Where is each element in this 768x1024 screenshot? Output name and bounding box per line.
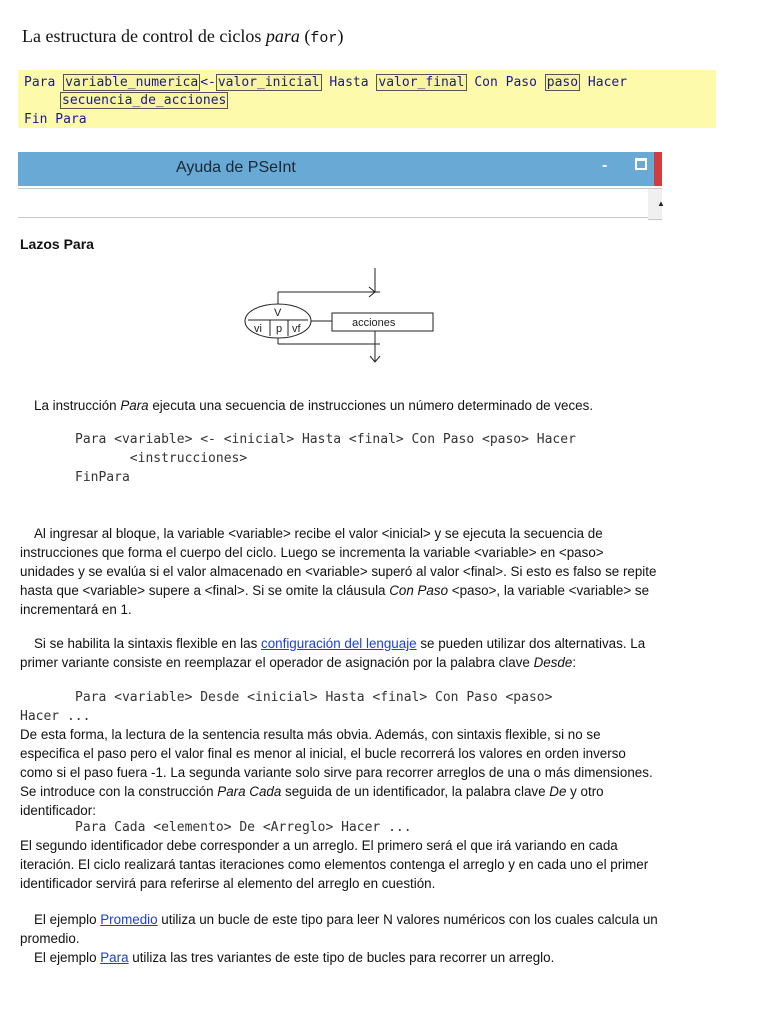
kw-arrow: <- — [200, 75, 216, 90]
paragraph-2 — [20, 634, 660, 672]
window-title: Ayuda de PSeInt — [176, 159, 296, 176]
intro-paragraph — [34, 396, 674, 415]
paragraph-3 — [20, 725, 660, 820]
para2-b: se pueden utilizar dos alternativas. La primer variante consiste en reemplazar el operador de asignación por la palabra clave — [20, 636, 646, 670]
help-address-field[interactable] — [18, 188, 649, 218]
maximize-button[interactable] — [635, 158, 647, 170]
para3-b: seguida de un identificador, la palabra clave — [281, 784, 550, 799]
slot-paso: paso — [546, 75, 579, 90]
syntax-box — [18, 70, 716, 128]
para3-de: De — [549, 784, 567, 799]
slot-secuencia: secuencia_de_acciones — [62, 93, 227, 108]
para1-b: <paso>, la variable <variable> se incrementará en 1. — [20, 583, 650, 617]
title-open: ( — [299, 26, 311, 46]
link-configuracion-lenguaje[interactable]: configuración del lenguaje — [261, 636, 417, 651]
paragraph-4: El segundo identificador debe corresponder a un arreglo. El primero será el que irá variando en cada iteración. El ciclo realizará tantas iteraciones como elementos contenga el arreglo y en cada uno el primer identificador servirá para referirse al elemento del arreglo en cuestión. — [20, 838, 649, 891]
scroll-up-icon[interactable]: ▲ — [657, 199, 665, 208]
toolbar-scrollbar[interactable] — [648, 188, 665, 220]
code-example-3: Para Cada <elemento> De <Arreglo> Hacer ... — [75, 820, 412, 835]
slot-variable: variable_numerica — [65, 75, 199, 90]
para3-c: y otro identificador: — [20, 784, 604, 818]
para1-con-paso: Con Paso — [389, 583, 449, 598]
para1-a: Al ingresar al bloque, la variable <variable> recibe el valor <inicial> y se ejecuta la secuencia de instrucciones que forma el cuerpo del ciclo. Luego se incrementa la variable <variable> en <paso> unidades y se evalúa si el valor almacenado en <variable> superó al valor <final>. Si esto es falso se repite hasta que <variable> supere a <final>. Si se omite la cláusula — [20, 526, 657, 598]
paragraph-1 — [20, 524, 660, 619]
title-para: para — [265, 26, 300, 46]
para2-a: Si se habilita la sintaxis flexible en las — [34, 636, 262, 651]
slot-valor-final: valor_final — [378, 75, 465, 90]
intro-b: ejecuta una secuencia de instrucciones un número determinado de veces. — [148, 398, 594, 413]
kw-con-paso: Con Paso — [466, 75, 545, 90]
code-example-1-line-1: Para <variable> <- <inicial> Hasta <final> Con Paso <paso> Hacer — [75, 432, 576, 447]
para2-desde: Desde — [533, 655, 573, 670]
minimize-button[interactable]: - — [602, 157, 608, 174]
kw-para: Para — [24, 75, 64, 90]
para6-a: El ejemplo — [34, 950, 101, 965]
para6-b: utiliza las tres variantes de este tipo de bucles para recorrer un arreglo. — [128, 950, 555, 965]
link-para[interactable]: Para — [100, 950, 129, 965]
para5-b: utiliza un bucle de este tipo para leer N valores numéricos con los cuales calcula un promedio. — [20, 912, 658, 946]
para3-a: De esta forma, la lectura de la sentencia resulta más obvia. Además, con sintaxis flexible, si no se especifica el paso pero el valor final es menor al inicial, el bucle recorrerá los valores en orden inverso como si el paso fuera -1. La segunda variante solo sirve para recorrer arreglos de una o más dimensiones. Se introduce con la construcción — [20, 727, 653, 799]
kw-hasta: Hasta — [321, 75, 377, 90]
diagram-label-v: V — [274, 307, 282, 319]
close-button[interactable] — [654, 152, 662, 186]
kw-hacer: Hacer — [580, 75, 628, 90]
diagram-label-vf: vf — [292, 323, 301, 335]
intro-a: La instrucción — [34, 398, 121, 413]
paragraph-6 — [20, 948, 660, 967]
title-text: La estructura de control de ciclos — [22, 26, 266, 46]
para2-c: : — [572, 655, 577, 670]
para5-a: El ejemplo — [34, 912, 101, 927]
window-titlebar[interactable] — [18, 152, 662, 186]
syntax-line-1 — [24, 73, 627, 92]
link-promedio[interactable]: Promedio — [100, 912, 158, 927]
paragraph-5 — [20, 910, 660, 948]
title-for: for — [310, 30, 338, 47]
for-loop-diagram — [240, 266, 440, 366]
code-example-2-line-2: Hacer ... — [20, 709, 91, 724]
code-example-1-line-3: FinPara — [75, 470, 130, 485]
title-close: ) — [337, 26, 344, 46]
code-example-1-line-2: <instrucciones> — [75, 451, 248, 466]
code-example-2-line-1: Para <variable> Desde <inicial> Hasta <final> Con Paso <paso> — [75, 690, 553, 705]
syntax-line-2 — [60, 91, 228, 110]
syntax-line-3: Fin Para — [24, 112, 87, 127]
diagram-label-vi: vi — [254, 323, 262, 335]
intro-para: Para — [120, 398, 149, 413]
slot-valor-inicial: valor_inicial — [217, 75, 320, 90]
document-title — [22, 26, 343, 47]
diagram-label-acciones: acciones — [352, 317, 396, 329]
para3-para-cada: Para Cada — [217, 784, 282, 799]
diagram-label-p: p — [276, 323, 283, 335]
help-heading: Lazos Para — [20, 236, 94, 252]
